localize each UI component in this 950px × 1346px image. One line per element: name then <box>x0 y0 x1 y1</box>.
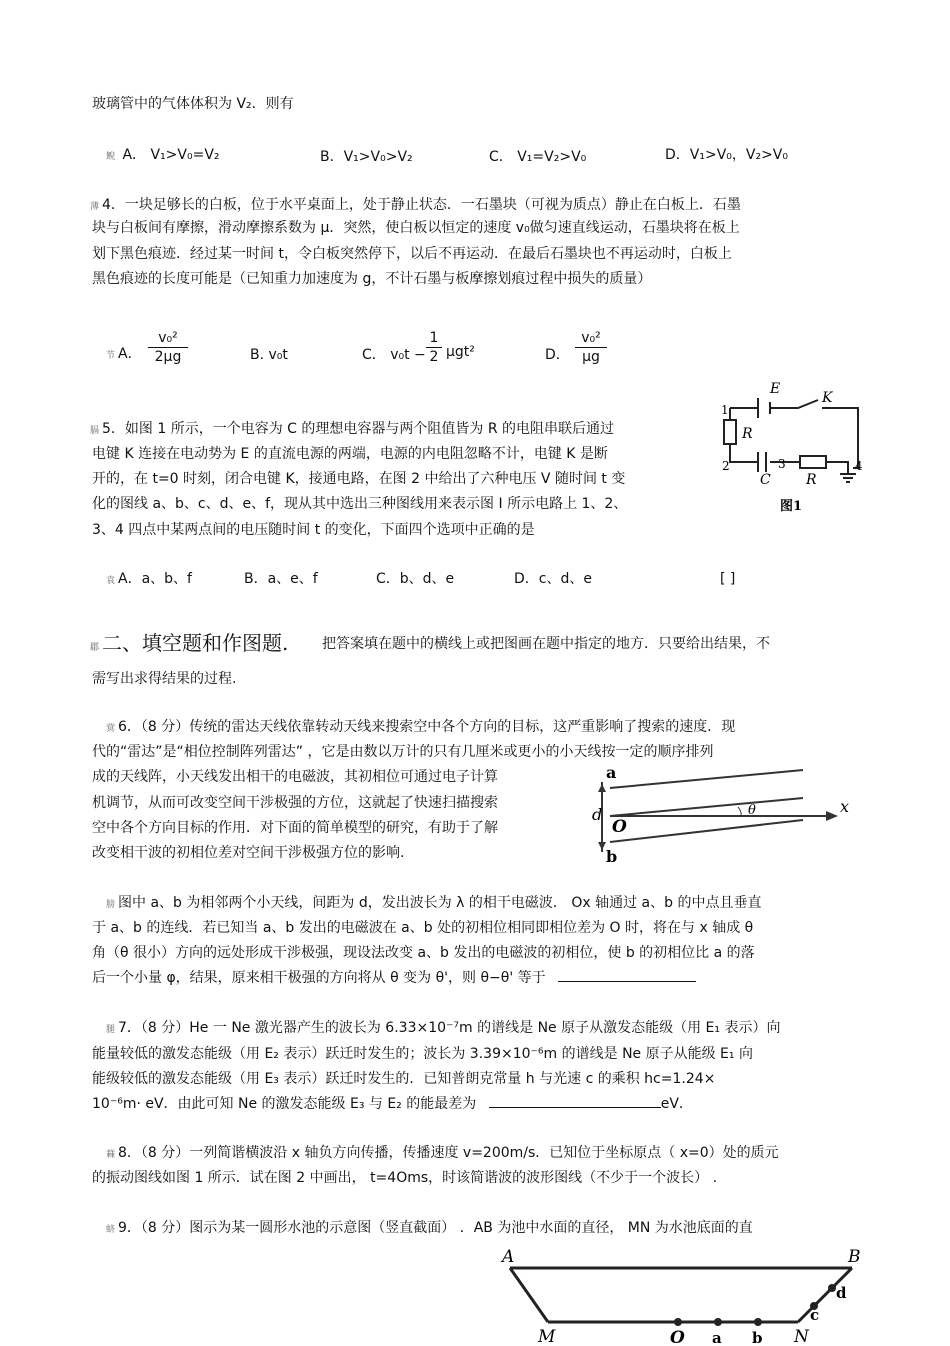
q6-part2-line-2: 于 a、b 的连线．若已知当 a、b 发出的电磁波在 a、b 处的初相位相同即相位差为 O 时，将在与 x 轴成 θ <box>92 920 754 936</box>
q7-answer-blank[interactable] <box>489 1107 661 1108</box>
label-d: d <box>592 805 603 824</box>
label-B: B <box>848 1247 861 1267</box>
watermark-char: 节 <box>106 351 116 361</box>
label-3: 3 <box>778 457 786 471</box>
label-theta: θ <box>748 803 756 818</box>
q9-line-1: 蛴 9．（8 分）图示为某一圆形水池的示意图（竖直截面） ．AB 为池中水面的直径， MN 为水池底面的直 <box>106 1220 753 1236</box>
label-b: b <box>606 847 618 866</box>
q4-option-a-numerator: v₀² <box>158 330 178 346</box>
pool-cross-section-figure <box>496 1246 870 1346</box>
q4-option-c-label: C． v₀t − <box>362 347 426 363</box>
q4-option-d-label: D． <box>545 347 570 363</box>
label-1: 1 <box>721 403 729 417</box>
watermark-char: 蕀 <box>106 1150 116 1160</box>
q4-option-b: B. v₀t <box>250 347 288 363</box>
watermark-char: 鲵 <box>106 152 116 162</box>
label-N: N <box>794 1327 809 1346</box>
label-4: 4 <box>855 459 863 473</box>
section-2-instruction: 把答案填在题中的横线上或把图画在题中指定的地方．只要给出结果，不 <box>322 636 770 652</box>
watermark-char: 袁 <box>106 576 116 586</box>
circuit-diagram-figure-1 <box>718 378 868 518</box>
label-O: O <box>670 1328 685 1346</box>
q6-line-4: 机调节，从而可改变空间干涉极强的方位，这就起了快速扫描搜索 <box>92 795 498 811</box>
figure-1-caption: 图1 <box>780 499 803 514</box>
label-x: x <box>840 797 850 816</box>
q4-option-d-numerator: v₀² <box>581 330 601 346</box>
label-M: M <box>538 1327 556 1346</box>
q6-line-3: 成的天线阵，小天线发出相干的电磁波，其初相位可通过电子计算 <box>92 769 498 785</box>
q4-line-1: 薄 4．一块足够长的白板，位于水平桌面上，处于静止状态．一石墨块（可视为质点）静止在白板上．石墨 <box>90 197 741 213</box>
q7-unit: eV． <box>660 1096 693 1112</box>
point-O <box>674 1318 682 1326</box>
q4-option-c-denominator: 2 <box>429 349 439 365</box>
q4-line-2: 块与白板间有摩擦，滑动摩擦系数为 μ．突然，使白板以恒定的速度 v₀做匀速直线运动，石墨块将在板上 <box>92 220 740 236</box>
watermark-char: 膀 <box>106 900 116 910</box>
q8-line-1: 蕀 8．（8 分）一列简谐横波沿 x 轴负方向传播，传播速度 v=200m/s．已知位于坐标原点（ x=0）处的质元 <box>106 1145 779 1161</box>
q8-line-2: 的振动图线如图 1 所示．试在图 2 中画出， t=4Oms，时该简谐波的波形图线（不少于一个波长） . <box>92 1170 718 1186</box>
q4-line-3: 划下黑色痕迹．经过某一时间 t，令白板突然停下，以后不再运动．在最后石墨块也不再运动时，白板上 <box>92 246 732 262</box>
watermark-char: 膈 <box>90 426 100 436</box>
label-d: d <box>836 1284 847 1302</box>
q4-option-d-denominator: μg <box>582 349 600 365</box>
label-O: O <box>612 817 627 837</box>
label-2: 2 <box>722 459 730 473</box>
q4-option-a-label: 节 A． <box>106 346 142 362</box>
q5-option-d: D．c、d、e <box>514 571 592 587</box>
label-a: a <box>606 763 617 782</box>
q4-option-c-numerator: 1 <box>429 330 439 346</box>
q5-line-4: 化的图线 a、b、c、d、e、f，现从其中选出三种图线用来表示图 I 所示电路上 1、2、 <box>92 496 628 512</box>
watermark-char: 蓂 <box>106 724 116 734</box>
q4-option-c-tail: μgt² <box>446 344 475 360</box>
q5-option-b: B．a、e、f <box>244 571 318 587</box>
q4-line-4: 黑色痕迹的长度可能是（已知重力加速度为 g，不计石墨与板摩擦划痕过程中损失的质量） <box>92 271 652 287</box>
label-R-upper: R <box>742 426 753 442</box>
label-b: b <box>752 1329 763 1346</box>
q5-line-5: 3、4 四点中某两点间的电压随时间 t 的变化，下面四个选项中正确的是 <box>92 522 535 538</box>
q5-option-a: 袁 A．a、b、f <box>106 571 192 587</box>
section-2-instruction-cont: 需写出求得结果的过程. <box>92 671 237 687</box>
point-a <box>714 1318 722 1326</box>
label-E: E <box>770 381 781 397</box>
q5-answer-bracket: [ ] <box>720 571 736 587</box>
q5-option-c: C．b、d、e <box>376 571 455 587</box>
label-R-lower: R <box>806 472 817 488</box>
q4-option-d-fraction <box>575 330 607 365</box>
q7-line-4: 10⁻⁶m· eV．由此可知 Ne 的激发态能级 E₃ 与 E₂ 的能最差为 eV． <box>92 1096 693 1112</box>
label-c: c <box>810 1306 820 1324</box>
q6-part2-line-4: 后一个小量 φ，结果，原来相干极强的方向将从 θ 变为 θ'，则 θ−θ' 等于 <box>92 969 696 987</box>
label-C: C <box>760 472 771 488</box>
point-b <box>754 1318 762 1326</box>
q3-option-b: B．V₁>V₀>V₂ <box>320 149 413 165</box>
q4-option-c-fraction <box>426 330 442 365</box>
q7-line-1: 腿 7．（8 分）He 一 Ne 激光器产生的波长为 6.33×10⁻⁷m 的谱线是 Ne 原子从激发态能级（用 E₁ 表示）向 <box>106 1020 781 1036</box>
q6-line-1: 蓂 6．（8 分）传统的雷达天线依靠转动天线来搜索空中各个方向的目标，这严重影响了搜索的速度．现 <box>106 719 736 735</box>
q5-line-3: 开的，在 t=0 时刻，闭合电键 K，接通电路，在图 2 中给出了六种电压 V 随时间 t 变 <box>92 471 626 487</box>
q6-answer-blank[interactable] <box>558 981 696 982</box>
q6-part2-line-1: 膀 图中 a、b 为相邻两个小天线，间距为 d，发出波长为 λ 的相干电磁波． Ox 轴通过 a、b 的中点且垂直 <box>106 895 762 911</box>
watermark-char: 蛴 <box>106 1225 116 1235</box>
q5-line-1: 膈 5．如图 1 所示，一个电容为 C 的理想电容器与两个阻值皆为 R 的电阻串联后通过 <box>90 421 615 437</box>
q6-line-6: 改变相干波的初相位差对空间干涉极强方位的影响. <box>92 845 405 861</box>
q7-line-3: 能级较低的激发态能级（用 E₃ 表示）跃迁时发生的．已知普朗克常量 h 与光速 c 的乘积 hc=1.24× <box>92 1071 716 1087</box>
q4-option-a-fraction <box>148 330 188 365</box>
watermark-char: 薄 <box>90 202 100 212</box>
watermark-char: 腿 <box>106 1025 116 1035</box>
q5-line-2: 电键 K 连接在电动势为 E 的直流电源的两端，电源的内电阻忽略不计，电键 K 是断 <box>92 446 608 462</box>
q3-option-c: C． V₁=V₂>V₀ <box>489 149 587 165</box>
q3-option-d: D．V₁>V₀，V₂>V₀ <box>665 147 788 163</box>
q6-line-5: 空中各个方向目标的作用．对下面的简单模型的研究，有助于了解 <box>92 820 498 836</box>
section-2-title: 二、填空题和作图题. <box>102 631 289 655</box>
q6-line-2: 代的“雷达”是“相位控制阵列雷达” ，它是由数以万计的只有几厘米或更小的小天线按一定的顺序排列 <box>92 744 714 760</box>
antenna-interference-figure <box>588 762 860 866</box>
watermark-char: 郿 <box>90 643 100 653</box>
label-K: K <box>822 390 833 406</box>
q3-tail-text: 玻璃管中的气体体积为 V₂．则有 <box>92 96 294 112</box>
section-2-header <box>90 630 288 661</box>
label-A: A <box>502 1247 515 1267</box>
label-a: a <box>712 1329 722 1346</box>
q3-option-a: A． V₁>V₀=V₂ <box>122 147 220 163</box>
point-d <box>828 1284 836 1292</box>
q6-part2-line-3: 角（θ 很小）方向的远处形成干涉极强，现设法改变 a、b 发出的电磁波的初相位，使 b 的初相位比 a 的落 <box>92 945 755 961</box>
q3-options <box>106 146 220 166</box>
q4-option-a-denominator: 2μg <box>154 349 182 365</box>
q7-line-2: 能量较低的激发态能级（用 E₂ 表示）跃迁时发生的；波长为 3.39×10⁻⁶m 的谱线是 Ne 原子从能级 E₁ 向 <box>92 1046 753 1062</box>
